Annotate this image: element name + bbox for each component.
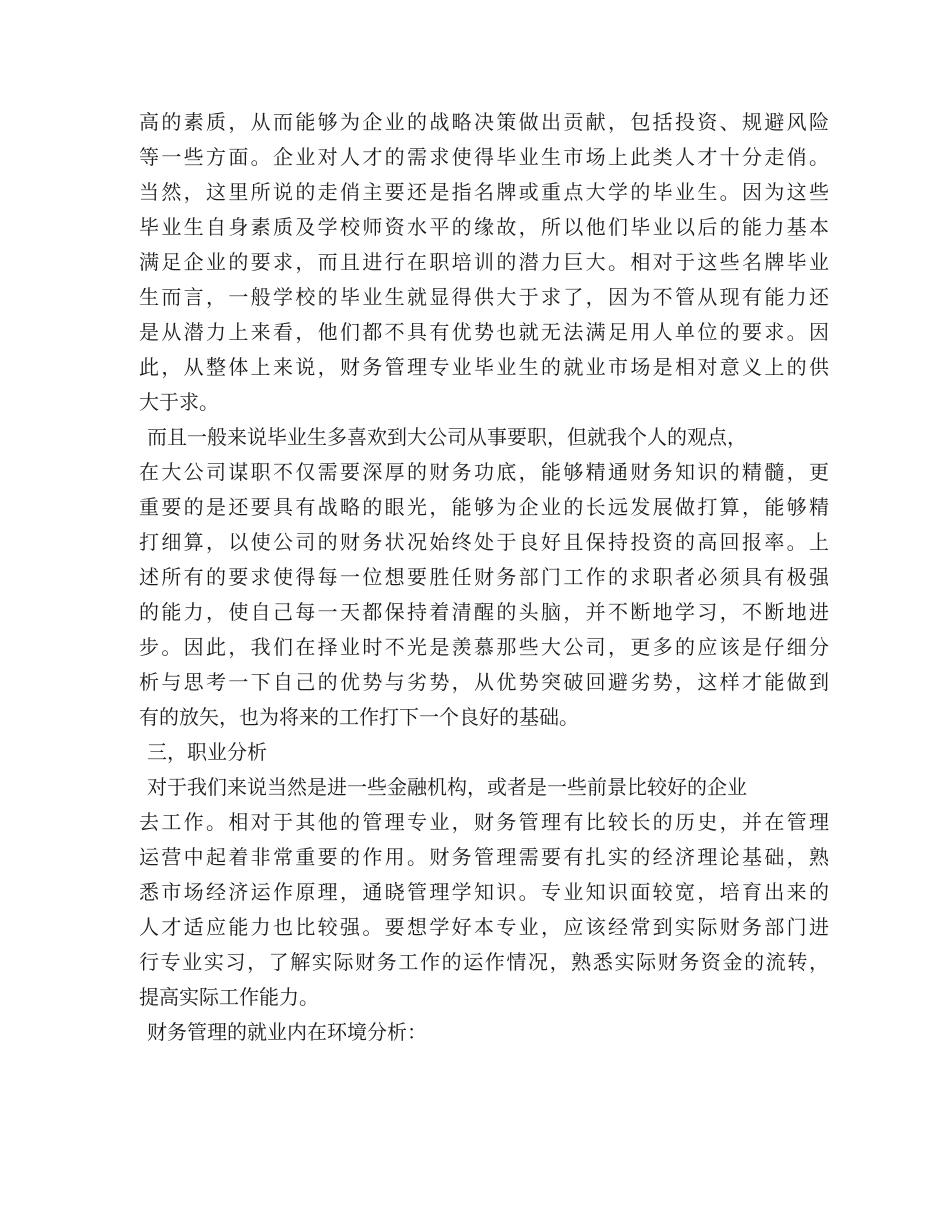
text-line: 析与思考一下自己的优势与劣势，从优势突破回避劣势，这样才能做到 <box>139 670 829 694</box>
text-line: 财务管理的就业内在环境分析： <box>147 1020 427 1044</box>
text-line: 打细算，以使公司的财务状况始终处于良好且保持投资的高回报率。上 <box>139 530 829 554</box>
text-line: 对于我们来说当然是进一些金融机构，或者是一些前景比较好的企业 <box>147 775 747 799</box>
text-line: 重要的是还要具有战略的眼光，能够为企业的长远发展做打算，能够精 <box>139 495 829 519</box>
text-line: 运营中起着非常重要的作用。财务管理需要有扎实的经济理论基础，熟 <box>139 845 829 869</box>
paragraph <box>139 420 829 735</box>
text-line: 生而言，一般学校的毕业生就显得供大于求了，因为不管从现有能力还 <box>139 285 829 309</box>
text-line: 是从潜力上来看，他们都不具有优势也就无法满足用人单位的要求。因 <box>139 320 829 344</box>
text-line: 步。因此，我们在择业时不光是羡慕那些大公司，更多的应该是仔细分 <box>139 635 829 659</box>
text-line: 此，从整体上来说，财务管理专业毕业生的就业市场是相对意义上的供 <box>139 355 829 379</box>
paragraph <box>139 105 829 420</box>
text-line: 满足企业的要求，而且进行在职培训的潜力巨大。相对于这些名牌毕业 <box>139 250 829 274</box>
text-line: 提高实际工作能力。 <box>139 985 319 1009</box>
text-line: 等一些方面。企业对人才的需求使得毕业生市场上此类人才十分走俏。 <box>139 145 829 169</box>
text-line: 在大公司谋职不仅需要深厚的财务功底，能够精通财务知识的精髓，更 <box>139 460 829 484</box>
text-line: 三，职业分析 <box>147 740 267 764</box>
text-line: 去工作。相对于其他的管理专业，财务管理有比较长的历史，并在管理 <box>139 810 829 834</box>
document-body <box>139 105 829 1050</box>
text-line: 有的放矢，也为将来的工作打下一个良好的基础。 <box>139 705 579 729</box>
text-line: 高的素质，从而能够为企业的战略决策做出贡献，包括投资、规避风险 <box>139 110 829 134</box>
text-line: 人才适应能力也比较强。要想学好本专业，应该经常到实际财务部门进 <box>139 915 829 939</box>
text-line: 行专业实习，了解实际财务工作的运作情况，熟悉实际财务资金的流转， <box>139 950 829 974</box>
text-line: 述所有的要求使得每一位想要胜任财务部门工作的求职者必须具有极强 <box>139 565 829 589</box>
text-line: 当然，这里所说的走俏主要还是指名牌或重点大学的毕业生。因为这些 <box>139 180 829 204</box>
text-line: 毕业生自身素质及学校师资水平的缘故，所以他们毕业以后的能力基本 <box>139 215 829 239</box>
paragraph <box>139 770 829 1015</box>
text-line: 大于求。 <box>139 390 219 414</box>
paragraph <box>139 1015 829 1050</box>
text-line: 而且一般来说毕业生多喜欢到大公司从事要职，但就我个人的观点， <box>147 425 747 449</box>
paragraph <box>139 735 829 770</box>
text-line: 悉市场经济运作原理，通晓管理学知识。专业知识面较宽，培育出来的 <box>139 880 829 904</box>
text-line: 的能力，使自己每一天都保持着清醒的头脑，并不断地学习，不断地进 <box>139 600 829 624</box>
